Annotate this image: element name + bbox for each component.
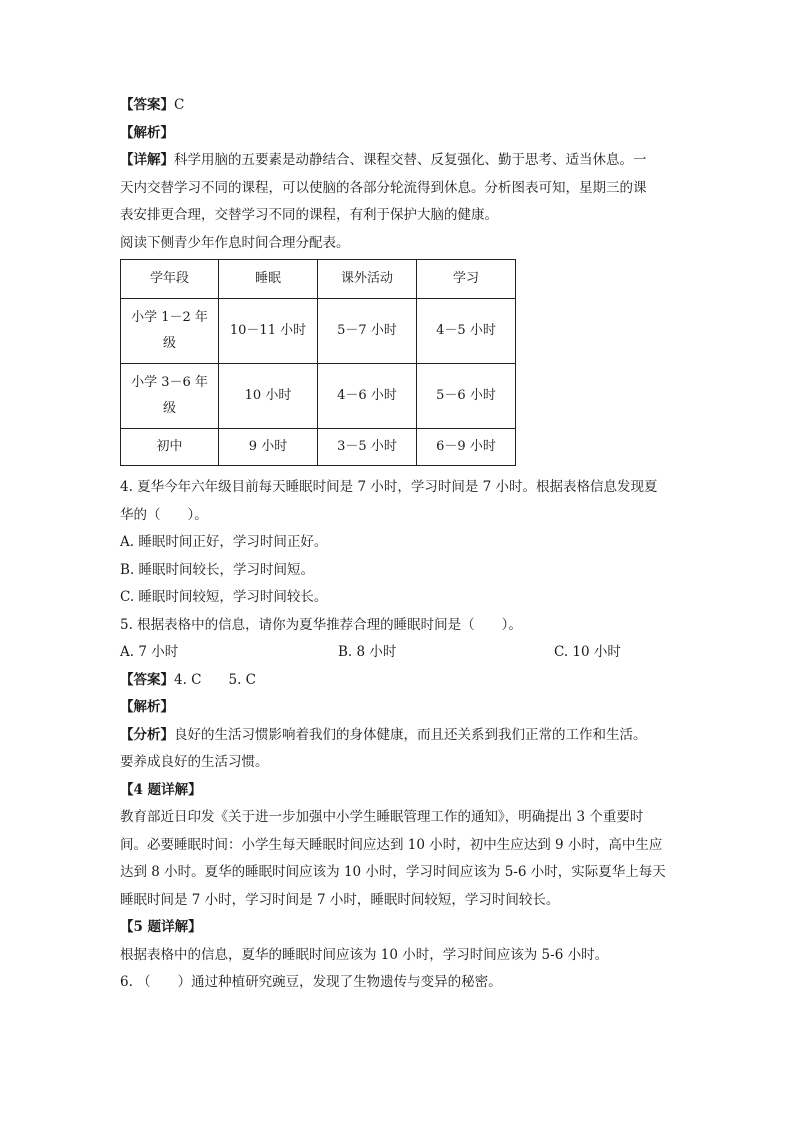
table-header-cell: 学习 [417,260,516,299]
table-header-cell: 课外活动 [318,260,417,299]
q4-detail-line-3: 达到 8 小时。夏华的睡眠时间应该为 10 小时，学习时间应该为 5-6 小时，实际夏华上每天 [120,864,666,880]
detail-text-1: 科学用脑的五要素是动静结合、课程交替、反复强化、勤于思考、适当休息。一 [174,152,647,168]
fenxi-line-2: 要养成良好的生活习惯。 [120,754,269,770]
answer-tag: 【答案】 [120,671,174,688]
q5-options [120,639,660,667]
table-cell: 9 小时 [219,429,318,466]
fenxi-text-1: 良好的生活习惯影响着我们的身体健康，而且还关系到我们正常的工作和生活。 [174,726,647,743]
q6-stem: 6. （ ）通过种植研究豌豆，发现了生物遗传与变异的秘密。 [120,974,502,990]
table-cell: 10 小时 [219,364,318,429]
q4-option-c: C. 睡眠时间较短，学习时间较长。 [120,589,328,605]
table-cell: 5－6 小时 [417,364,516,429]
table-cell: 4－5 小时 [417,299,516,364]
table-cell: 3－5 小时 [318,429,417,466]
detail-line-3: 表安排更合理，交替学习不同的课程，有利于保护大脑的健康。 [120,207,498,223]
answer-line [120,92,660,120]
q5-detail-tag: 【5 题详解】 [120,919,202,935]
detail-tag: 【详解】 [120,152,174,168]
q4-detail-line-2: 间。必要睡眠时间：小学生每天睡眠时间应达到 10 小时，初中生应达到 9 小时，高中生应 [120,836,663,853]
table-header-cell: 学年段 [121,260,219,299]
table-cell: 初中 [121,429,219,466]
q4-stem-2: 华的（ ）。 [120,506,208,523]
table-cell: 小学 3－6 年级 [121,364,219,429]
answer-line-2 [120,667,660,695]
answer-value: C [174,97,185,113]
table-cell: 10－11 小时 [219,299,318,364]
q4-detail-line-1: 教育部近日印发《关于进一步加强中小学生睡眠管理工作的通知》，明确提出 3 个重要时 [120,809,644,825]
table-cell: 4－6 小时 [318,364,417,429]
q5-option-b: B. 8 小时 [338,644,397,660]
answer-value: 4. C 5. C [174,671,257,688]
document-page [120,92,666,997]
analysis-tag: 【解析】 [120,124,174,141]
detail-line-2: 天内交替学习不同的课程，可以使脑的各部分轮流得到休息。分析图表可知，星期三的课 [120,179,647,196]
q5-option-a: A. 7 小时 [120,644,179,660]
table-cell: 6－9 小时 [417,429,516,466]
q4-option-b: B. 睡眠时间较长，学习时间短。 [120,561,315,578]
fenxi-line-1 [120,722,660,750]
q4-stem-1: 4. 夏华今年六年级目前每天睡眠时间是 7 小时，学习时间是 7 小时。根据表格信息发现夏 [120,479,658,495]
detail-line-1 [120,147,660,175]
q5-detail-line: 根据表格中的信息，夏华的睡眠时间应该为 10 小时，学习时间应该为 5-6 小时。 [120,946,609,963]
table-intro: 阅读下侧青少年作息时间合理分配表。 [120,234,350,251]
table-header-row [121,260,516,299]
table-row [121,429,516,466]
q5-option-c: C. 10 小时 [554,644,621,660]
table-row [121,364,516,429]
fenxi-tag: 【分析】 [120,726,174,743]
table-header-cell: 睡眠 [219,260,318,299]
table-cell: 小学 1－2 年级 [121,299,219,364]
analysis-tag: 【解析】 [120,699,174,715]
q4-option-a: A. 睡眠时间正好，学习时间正好。 [120,534,328,550]
q5-stem: 5. 根据表格中的信息，请你为夏华推荐合理的睡眠时间是（ ）。 [120,616,522,633]
answer-tag: 【答案】 [120,97,174,113]
q4-detail-tag: 【4 题详解】 [120,781,202,798]
q4-detail-line-4: 睡眠时间是 7 小时，学习时间是 7 小时，睡眠时间较短，学习时间较长。 [120,891,560,908]
schedule-table [120,259,516,466]
table-row [121,299,516,364]
table-cell: 5－7 小时 [318,299,417,364]
